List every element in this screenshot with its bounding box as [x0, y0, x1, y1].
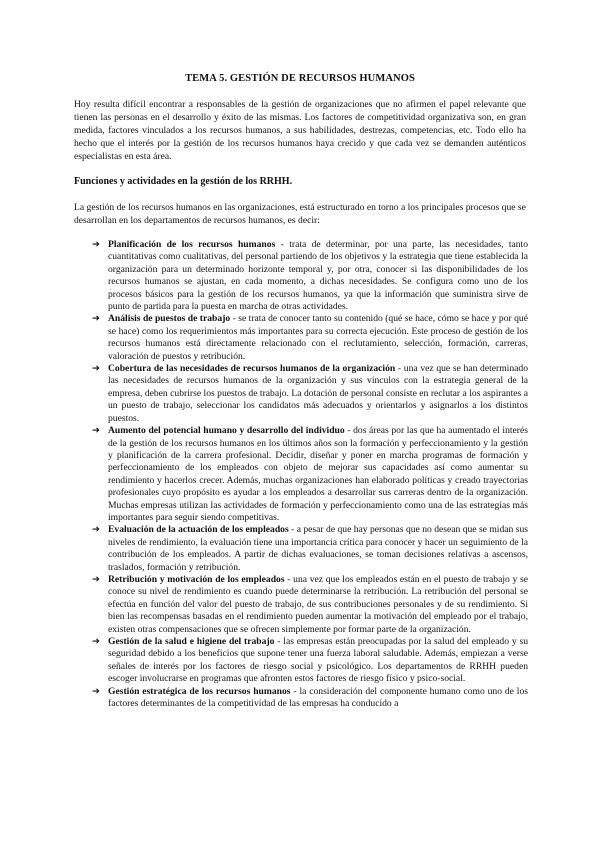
right-arrow-icon: ➔: [92, 524, 100, 536]
function-item: [92, 313, 528, 363]
functions-list: [92, 239, 528, 710]
right-arrow-icon: ➔: [92, 685, 100, 697]
function-item-text: - una vez que se han determinado las necesidades de recursos humanos de la organización y sus vínculos con la estrategia general de la empresa, deben cubrirse los puestos de trabajo. La dotación de personal consiste en reclutar a los aspirantes a un puesto de trabajo, seleccionar los candidatos más adecuados y orientarlos y asignarlos a los distintos puestos.: [108, 363, 528, 424]
function-item-text: - las empresas están preocupadas por la salud del empleado y su seguridad debido a los beneficios que supone tener una fuerza laboral saludable. Además, empiezan a verse señales de interés por los factores de riesgo social y psicológico. Los departamentos de RRHH pueden escoger involucrarse en programas que afronten estos factores de riesgo físico y psico-social.: [108, 636, 528, 685]
function-item: [92, 239, 528, 313]
section-intro-paragraph: La gestión de los recursos humanos en las organizaciones, está estructurado en torno a los principales procesos que se desarrollan en los departamentos de recursos humanos, es decir:: [74, 202, 526, 226]
document-title: TEMA 5. GESTIÓN DE RECURSOS HUMANOS: [185, 73, 415, 84]
function-item-title: Evaluación de la actuación de los empleados: [108, 524, 289, 536]
intro-paragraph: Hoy resulta difícil encontrar a responsables de la gestión de organizaciones que no afirmen el papel relevante que tienen las personas en el desarrollo y éxito de las mismas. Los factores de competitividad organizativa son, en gran medida, factores vinculados a los recursos humanos, a sus habilidades, destrezas, competencias, etc. Todo ello ha hecho que el interés por la gestión de los recursos humanos haya crecido y que cada vez se demanden auténticos especialistas en esta área.: [74, 99, 526, 162]
function-item-text: - la consideración del componente humano como uno de los factores determinantes de la competitividad de las empresas ha conducido a: [108, 685, 528, 710]
function-item-title: Cobertura de las necesidades de recursos humanos de la organización: [108, 363, 396, 375]
function-item: [92, 524, 528, 574]
right-arrow-icon: ➔: [92, 425, 100, 437]
right-arrow-icon: ➔: [92, 573, 100, 585]
function-item-text: - se trata de conocer tanto su contenido (qué se hace, cómo se hace y por qué se hace) como los requerimientos más importantes para su correcta ejecución. Este proceso de gestión de los recursos humanos está directamente relacionado con el reclutamiento, selección, formación, carreras, valoración de puestos y retribución.: [108, 313, 528, 362]
function-item-text: - dos áreas por las que ha aumentado el interés de la gestión de los recursos humanos en los últimos años son la formación y perfeccionamiento y la gestión y planificación de la carrera profesional. Decidir, diseñar y poner en marcha programas de formación y perfeccionamiento de los empleados con objeto de mejorar sus capacidades así como aumentar su rendimiento y hacerlos crecer. Además, muchas organizaciones han elaborado políticas y creado trayectorias profesionales cuyo propósito es ayudar a los empleados a desarrollar sus carreras dentro de la organización. Muchas empresas utilizan las actividades de formación y perfeccionamiento como una de las estrategias más importantes para seguir siendo competitivas.: [108, 425, 528, 523]
function-item-title: Gestión estratégica de los recursos humanos: [108, 685, 291, 697]
function-item-title: Gestión de la salud e higiene del trabajo: [108, 636, 275, 647]
right-arrow-icon: ➔: [92, 239, 100, 250]
right-arrow-icon: ➔: [92, 636, 100, 647]
right-arrow-icon: ➔: [92, 363, 100, 375]
function-item-text: - trata de determinar, por una parte, las necesidades, tanto cuantitativas como cualitativas, del personal partiendo de los objetivos y la estrategia que tiene establecida la organización para un determinado horizonte temporal y, por otra, conocer si las disponibilidades de los recursos humanos se ajustan, en cada momento, a dichas necesidades. Se configura como uno de los procesos básicos para la gestión de los recursos humanos, ya que la información que suministra sirve de punto de partida para la puesta en marcha de otras actividades.: [108, 239, 529, 313]
function-item: [92, 363, 528, 425]
function-item: [92, 636, 528, 686]
right-arrow-icon: ➔: [92, 313, 100, 325]
function-item-title: Planificación de los recursos humanos: [108, 239, 276, 250]
function-item-title: Aumento del potencial humano y desarrollo del individuo: [108, 425, 345, 437]
section-heading: Funciones y actividades en la gestión de los RRHH.: [74, 176, 293, 187]
function-item-title: Retribución y motivación de los empleados: [108, 573, 285, 585]
function-item-title: Análisis de puestos de trabajo: [108, 313, 231, 325]
function-item: [92, 425, 528, 524]
function-item-text: - a pesar de que hay personas que no desean que se midan sus niveles de rendimiento, la evaluación tiene una importancia crítica para conocer y hacer un seguimiento de la contribución de los empleados. A partir de dichas evaluaciones, se toman decisiones relativas a ascensos, traslados, formación y retribución.: [108, 524, 528, 573]
function-item-text: - una vez que los empleados están en el puesto de trabajo y se conoce su nivel de rendimiento es cuando puede determinarse la retribución. La retribución del personal se efectúa en función del valor del puesto de trabajo, de sus contribuciones personales y de su rendimiento. Si bien las recompensas basadas en el rendimiento pueden aumentar la motivación del empleado por el trabajo, existen otras compensaciones que se ofrecen simplemente por formar parte de la organización.: [108, 573, 528, 635]
function-item: [92, 574, 528, 636]
function-item: [92, 686, 528, 711]
